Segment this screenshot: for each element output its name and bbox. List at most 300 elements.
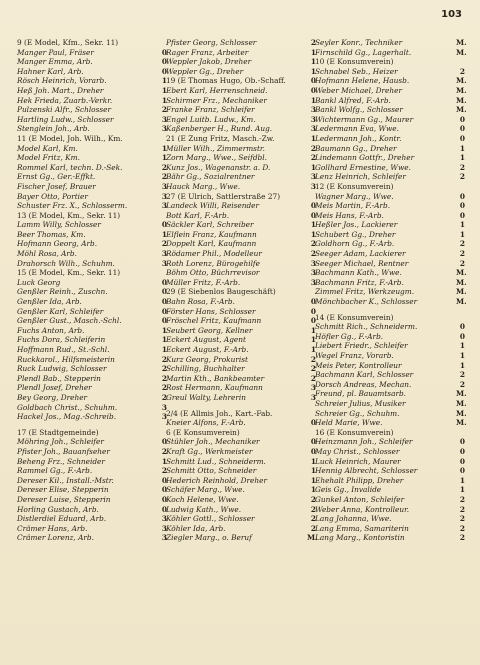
entry-text: Geis Gg., Invalide	[315, 485, 382, 495]
directory-entry	[166, 67, 316, 77]
directory-entry	[315, 287, 465, 297]
entry-floor: 3	[310, 181, 316, 191]
directory-entry	[315, 313, 465, 323]
entry-floor: M.	[456, 47, 467, 57]
directory-entry	[166, 307, 316, 317]
entry-text: Model Fritz, Km.	[17, 153, 80, 163]
entry-text: Zorn Marg., Wwe., Seifdbl.	[166, 153, 267, 163]
directory-entry	[166, 495, 316, 505]
entry-floor: 2	[459, 514, 465, 524]
entry-floor: 1	[161, 85, 167, 95]
entry-floor: 0	[310, 446, 316, 456]
entry-text: Hennig Albrecht, Schlosser	[315, 466, 418, 476]
directory-entry	[166, 457, 316, 467]
directory-entry	[17, 447, 167, 457]
entry-floor: 2	[310, 364, 316, 374]
entry-text: Ledermann Eva, Wwe.	[315, 124, 399, 134]
directory-entry	[17, 383, 167, 393]
entry-floor: 1	[459, 485, 465, 495]
entry-text: Distlerdiel Eduard, Arb.	[17, 514, 107, 524]
entry-text: Lang Emma, Samariterin	[315, 523, 409, 533]
entry-floor: 3	[310, 124, 316, 134]
entry-floor: 1	[161, 95, 167, 105]
directory-entry	[315, 447, 465, 457]
entry-text: Eckert August, F.-Arb.	[166, 345, 249, 354]
entry-text: Schirmer Frz., Mechaniker	[166, 95, 267, 105]
entry-text: Hek Frieda, Zuarb.-Verkr.	[17, 95, 113, 105]
entry-text: Genßler Ida, Arb.	[17, 297, 82, 307]
entry-floor: 0	[310, 306, 316, 316]
directory-entry	[315, 428, 465, 438]
entry-text: Stühler Joh., Mechaniker	[166, 437, 260, 447]
entry-floor: 0	[310, 437, 316, 447]
entry-text: Möhring Joh., Schleifer	[17, 437, 104, 447]
entry-text: Seyler Konr., Techniker	[315, 38, 403, 47]
entry-floor: M.	[456, 38, 467, 47]
entry-floor: M.	[456, 277, 467, 287]
entry-text: Bähr Gg., Sozialrentner	[166, 172, 255, 182]
entry-text: Drahorsch Wilh., Schuhm.	[17, 258, 115, 268]
entry-text: Heßler Jos., Lackierer	[315, 220, 398, 230]
entry-text: Möhl Rosa, Arb.	[17, 249, 77, 259]
directory-entry	[315, 437, 465, 447]
entry-floor: 0	[459, 456, 465, 466]
directory-entry	[315, 278, 465, 288]
directory-entry	[166, 437, 316, 447]
entry-text: 9 (E Model, Kfm., Sekr. 11)	[17, 38, 119, 47]
entry-text: 13 (E Model, Km., Sekr. 11)	[17, 210, 121, 220]
directory-entry	[166, 259, 316, 269]
directory-entry	[17, 437, 167, 447]
directory-entry	[166, 383, 316, 393]
directory-entry	[17, 393, 167, 403]
entry-text: Hahner Karl, Arb.	[17, 66, 84, 76]
entry-text: Dereser Elise, Stepperin	[17, 485, 109, 495]
entry-floor: 1	[459, 153, 465, 163]
directory-entry	[166, 134, 316, 144]
entry-text: 27 (E Ulrich, Sattlerstraße 27)	[166, 191, 281, 201]
entry-text: 14 (E Konsumverein)	[315, 312, 394, 322]
entry-floor: 1	[459, 360, 465, 370]
entry-text: Rommel Karl, techn. D.-Sek.	[17, 162, 123, 172]
entry-text: Wegel Franz, Vorarb.	[315, 351, 394, 360]
entry-floor: 2	[161, 373, 167, 383]
entry-floor: M.	[456, 297, 467, 307]
entry-floor: 0	[161, 485, 167, 495]
entry-floor: 2	[459, 379, 465, 389]
directory-entry	[166, 268, 316, 278]
entry-floor: 3	[161, 258, 167, 268]
entry-floor: 2	[161, 172, 167, 182]
directory-entry	[166, 76, 316, 86]
entry-text: Liebert Friedr., Schleifer	[315, 341, 408, 351]
entry-floor: M.	[456, 76, 467, 86]
entry-floor: 1	[459, 351, 465, 360]
entry-text: Hofmann Georg, Arb.	[17, 239, 98, 249]
entry-floor: 0	[459, 191, 465, 201]
entry-floor: 0	[459, 446, 465, 456]
entry-floor: 1	[310, 220, 316, 230]
directory-entry	[315, 153, 465, 163]
entry-text: Gollhard Ernestine, Wwe.	[315, 162, 411, 172]
entry-floor: 1	[310, 345, 316, 354]
directory-entry	[315, 57, 465, 67]
entry-floor: 0	[310, 201, 316, 211]
directory-entry	[315, 230, 465, 240]
directory-entry	[17, 466, 167, 476]
entry-floor: 3	[161, 191, 167, 201]
entry-text: Mönchbacher K., Schlosser	[315, 297, 418, 307]
directory-entry	[315, 134, 465, 144]
directory-entry	[315, 239, 465, 249]
directory-entry	[315, 457, 465, 467]
entry-text: Müller Fritz, F.-Arb.	[166, 277, 241, 287]
entry-text: Schmitt Otto, Schneider	[166, 466, 257, 476]
entry-floor: 2	[459, 494, 465, 504]
entry-floor: 2	[161, 354, 167, 364]
entry-floor: 1	[310, 229, 316, 239]
directory-entry	[17, 211, 167, 221]
entry-text: Manger Emma, Arb.	[17, 57, 93, 67]
entry-text: 6 (E Konsumverein)	[166, 427, 240, 437]
entry-floor: 3	[161, 412, 167, 422]
entry-floor: 1	[310, 466, 316, 476]
entry-floor: 1	[310, 162, 316, 172]
entry-floor: 0	[310, 85, 316, 95]
directory-entry	[17, 307, 167, 317]
directory-entry	[17, 495, 167, 505]
entry-text: Ledermann Joh., Kontr.	[315, 133, 402, 143]
entry-floor: 2	[310, 504, 316, 514]
directory-entry	[315, 341, 465, 351]
directory-entry	[17, 485, 167, 495]
entry-floor: 0	[459, 114, 465, 124]
directory-entry	[166, 326, 316, 336]
directory-entry	[166, 364, 316, 374]
entry-floor: M.	[456, 105, 467, 115]
entry-floor: 3	[310, 114, 316, 124]
entry-text: Seubert Georg, Kellner	[166, 325, 253, 335]
directory-entry	[17, 115, 167, 125]
entry-text: Elflein Franz, Kaufmann	[166, 229, 257, 239]
entry-text: 19 (E Thomas Hugo, Ob.-Schaff.	[166, 76, 286, 86]
directory-entry	[17, 192, 167, 202]
entry-text: Bankl Alfred, F.-Arb.	[315, 95, 391, 105]
entry-floor: 3	[161, 533, 167, 543]
entry-text: Schnabel Seb., Heizer	[315, 66, 398, 76]
entry-text: Fuchs Dora, Schleiferin	[17, 335, 106, 345]
directory-entry	[17, 345, 167, 355]
directory-entry	[166, 144, 316, 154]
directory-entry	[17, 96, 167, 106]
directory-entry	[166, 418, 316, 428]
directory-entry	[166, 287, 316, 297]
directory-entry	[17, 412, 167, 422]
directory-entry	[166, 57, 316, 67]
entry-floor: 2	[310, 249, 316, 259]
entry-floor: 1	[161, 229, 167, 239]
directory-entry	[17, 268, 167, 278]
entry-floor: 1	[310, 325, 316, 335]
entry-floor: 2	[459, 523, 465, 533]
entry-floor: 1	[161, 143, 167, 153]
directory-entry	[166, 374, 316, 384]
directory-entry	[166, 393, 316, 403]
entry-text: Plendl Josef, Dreher	[17, 383, 92, 393]
entry-floor: 2	[459, 66, 465, 76]
directory-entry	[166, 48, 316, 58]
entry-floor: 3	[161, 201, 167, 211]
entry-floor: 1	[161, 335, 167, 345]
entry-text: Lang Johanna, Wwe.	[315, 514, 392, 524]
entry-text: 11 (E Model, Joh. Wilh., Km.	[17, 133, 123, 143]
directory-entry	[166, 172, 316, 182]
entry-text: Hackel Jos., Mag.-Schreib.	[17, 412, 117, 422]
entry-floor: 2	[161, 383, 167, 393]
entry-text: Stenglein Joh., Arb.	[17, 124, 90, 134]
entry-text: Zimmel Fritz, Werkzeugm.	[315, 287, 415, 297]
entry-floor: 0	[161, 277, 167, 287]
entry-text: Müller Wilh., Zimmermstr.	[166, 143, 265, 153]
directory-entry	[315, 380, 465, 390]
entry-floor: 3	[310, 277, 316, 287]
directory-entry	[166, 355, 316, 365]
entry-floor: 1	[459, 229, 465, 239]
directory-entry	[315, 495, 465, 505]
directory-entry	[166, 345, 316, 355]
directory-entry	[166, 278, 316, 288]
entry-text: Schreier Julius, Musiker	[315, 398, 406, 408]
entry-text: Schmitt Rich., Schneiderm.	[315, 322, 418, 332]
entry-floor: 2	[161, 466, 167, 476]
directory-entry	[315, 476, 465, 486]
entry-floor: 0	[310, 297, 316, 307]
directory-entry	[166, 297, 316, 307]
entry-floor: 2	[161, 239, 167, 249]
entry-text: Dereser Kil., Install.-Mstr.	[17, 475, 114, 485]
entry-floor: 0	[161, 437, 167, 447]
entry-text: Ruck Ludwig, Schlosser	[17, 364, 107, 374]
directory-entry	[315, 220, 465, 230]
entry-text: Bey Georg, Dreher	[17, 392, 88, 402]
entry-text: Freund, pl. Bauamtsarb.	[315, 389, 406, 399]
entry-floor: M.	[456, 95, 467, 105]
directory-entry	[166, 192, 316, 202]
directory-entry	[166, 524, 316, 534]
directory-entry	[315, 514, 465, 524]
directory-columns	[17, 38, 465, 658]
directory-entry	[166, 428, 316, 438]
directory-entry	[17, 38, 167, 48]
entry-floor: 1	[161, 325, 167, 335]
directory-entry	[166, 335, 316, 345]
directory-entry	[17, 505, 167, 515]
directory-entry	[17, 316, 167, 326]
entry-text: Lang Marg., Kontoristin	[315, 533, 405, 543]
directory-entry	[17, 259, 167, 269]
entry-floor: 1	[161, 456, 167, 466]
entry-floor: 3	[310, 383, 316, 393]
entry-floor: 0	[310, 76, 316, 86]
entry-text: Gunkel Anton, Schleifer	[315, 494, 405, 504]
entry-text: Köhler Gottl., Schlosser	[166, 514, 255, 524]
directory-entry	[315, 48, 465, 58]
entry-floor: 2	[459, 172, 465, 182]
directory-entry	[315, 86, 465, 96]
entry-floor: 2	[161, 162, 167, 172]
entry-floor: 3	[310, 105, 316, 115]
entry-text: Schreier Gg., Schuhm.	[315, 408, 400, 418]
entry-text: Model Karl, Km.	[17, 143, 78, 153]
directory-entry	[166, 201, 316, 211]
entry-floor: 0	[459, 124, 465, 134]
entry-text: Heß Joh. Mart., Dreher	[17, 85, 104, 95]
entry-text: Pfister Georg, Schlosser	[166, 38, 257, 47]
entry-floor: 3	[310, 172, 316, 182]
entry-floor: 1	[161, 153, 167, 163]
entry-text: Genßler Karl, Schleifer	[17, 306, 104, 316]
entry-text: Hoffmann Rud., St.-Schl.	[17, 345, 110, 354]
entry-text: Rost Hermann, Kaufmann	[166, 383, 263, 393]
directory-entry	[166, 476, 316, 486]
entry-text: Hauck Marg., Wwe.	[166, 181, 241, 191]
entry-floor: 3	[161, 514, 167, 524]
entry-text: Kunz Jos., Wagenanstr. a. D.	[166, 162, 271, 172]
entry-floor: 2	[459, 239, 465, 249]
entry-floor: 0	[161, 220, 167, 230]
entry-floor: 0	[161, 287, 167, 297]
entry-floor: 2	[310, 239, 316, 249]
entry-text: 17 (E Stadtgemeinde)	[17, 427, 99, 437]
entry-floor: 2	[310, 354, 316, 364]
entry-text: Rager Franz, Arbeiter	[166, 47, 249, 57]
column-left	[17, 38, 167, 543]
directory-entry	[17, 297, 167, 307]
entry-text: Kneier Alfons, F.-Arb.	[166, 418, 246, 428]
entry-floor: 3	[310, 268, 316, 278]
entry-text: Firnschild Gg., Lagerhalt.	[315, 47, 412, 57]
entry-floor: 0	[459, 322, 465, 332]
entry-floor: 1	[310, 66, 316, 76]
entry-text: Bankl Wolfg., Schlosser	[315, 105, 403, 115]
directory-entry	[315, 409, 465, 419]
entry-text: Crämer Hans, Arb.	[17, 523, 88, 533]
entry-floor: 2	[459, 162, 465, 172]
directory-entry	[315, 389, 465, 399]
entry-text: Meis Martin, F.-Arb.	[315, 201, 391, 211]
directory-entry	[166, 409, 316, 419]
entry-floor: 2	[310, 494, 316, 504]
entry-text: Kaßenberger H., Rund. Aug.	[166, 124, 273, 134]
entry-floor: 0	[161, 475, 167, 485]
entry-floor: 2	[310, 523, 316, 533]
entry-floor: 1	[310, 335, 316, 345]
directory-entry	[315, 297, 465, 307]
entry-text: Luck Heinrich, Maurer	[315, 456, 401, 466]
directory-entry	[17, 524, 167, 534]
entry-floor: 0	[161, 66, 167, 76]
entry-text: Doppelt Karl, Kaufmann	[166, 239, 257, 249]
entry-text: Meis Peter, Kontrolleur	[315, 360, 402, 370]
entry-floor: 0	[161, 494, 167, 504]
entry-floor: M.	[456, 418, 467, 428]
directory-entry	[166, 105, 316, 115]
entry-text: 10 (E Konsumverein)	[315, 57, 394, 67]
entry-text: Hofmann Helene, Hausb.	[315, 76, 410, 86]
entry-floor: 0	[161, 316, 167, 326]
directory-entry	[315, 524, 465, 534]
entry-text: Manger Paul, Fräser	[17, 47, 94, 57]
entry-floor: 0	[310, 418, 316, 428]
directory-entry	[17, 364, 167, 374]
entry-text: Seeger Michael, Rentner	[315, 258, 409, 268]
page-number: 103	[441, 9, 462, 20]
entry-text: Schilling, Buchhalter	[166, 364, 245, 374]
directory-entry	[315, 533, 465, 543]
directory-entry	[166, 211, 316, 221]
entry-floor: 0	[161, 297, 167, 307]
entry-floor: M.	[307, 533, 318, 543]
entry-text: Ernst Gg., Ger.-Effkt.	[17, 172, 96, 182]
entry-text: Bachmann Kath., Wwe.	[315, 268, 402, 278]
entry-text: Landeck Willi, Reisender	[166, 201, 260, 211]
directory-entry	[17, 57, 167, 67]
entry-text: Fröschel Fritz, Kaufmann	[166, 316, 262, 326]
entry-text: Schäfer Marg., Wwe.	[166, 485, 245, 495]
directory-entry	[315, 144, 465, 154]
directory-entry	[17, 403, 167, 413]
entry-floor: 2	[161, 105, 167, 115]
directory-entry	[166, 220, 316, 230]
entry-floor: 2	[459, 370, 465, 380]
directory-entry	[315, 172, 465, 182]
entry-floor: 0	[161, 57, 167, 67]
entry-floor: 3	[161, 181, 167, 191]
directory-entry	[315, 124, 465, 134]
directory-entry	[315, 163, 465, 173]
entry-text: Beer Thomas, Km.	[17, 229, 86, 239]
entry-floor: 0	[459, 210, 465, 220]
entry-text: Weber Michael, Dreher	[315, 85, 402, 95]
entry-floor: 2	[161, 392, 167, 402]
entry-floor: 2	[310, 38, 316, 47]
entry-floor: 2	[459, 258, 465, 268]
entry-floor: 1	[310, 57, 316, 67]
entry-text: Seeger Adam, Lackierer	[315, 249, 406, 259]
entry-floor: M.	[456, 408, 467, 418]
directory-entry	[17, 124, 167, 134]
entry-text: Hederich Reinhold, Dreher	[166, 475, 267, 485]
directory-entry	[17, 201, 167, 211]
directory-entry	[166, 505, 316, 515]
entry-text: Baumann Gg., Dreher	[315, 143, 397, 153]
entry-floor: M.	[456, 398, 467, 408]
directory-entry	[315, 351, 465, 361]
entry-floor: 1	[459, 143, 465, 153]
entry-text: Ziegler Marg., o. Beruf	[166, 533, 252, 543]
directory-entry	[17, 230, 167, 240]
entry-text: Bayer Otto, Portier	[17, 191, 88, 201]
directory-entry	[17, 249, 167, 259]
entry-text: Lenz Heinrich, Schleifer	[315, 172, 406, 182]
directory-entry	[315, 418, 465, 428]
entry-text: Schuster Frz. X., Schlosserm.	[17, 201, 128, 211]
entry-floor: 0	[459, 466, 465, 476]
entry-text: Kurz Georg, Prokurist	[166, 354, 248, 364]
entry-text: Meis Hans, F.-Arb.	[315, 210, 384, 220]
directory-entry	[166, 533, 316, 543]
entry-text: Plendl Bab., Stepperin	[17, 373, 101, 383]
